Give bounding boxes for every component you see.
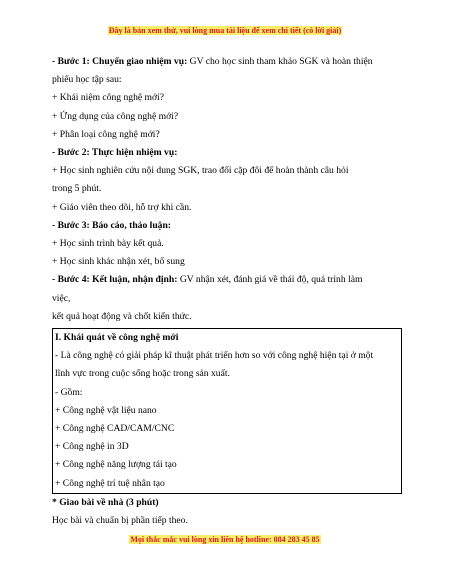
step2-item: + Học sinh nghiên cứu nội dung SGK, trao đổi cặp đôi để hoàn thành câu hỏi <box>52 165 349 177</box>
preview-banner <box>0 26 450 35</box>
step3-item: + Học sinh trình bày kết quả. <box>52 238 164 250</box>
step4-line3: kết quả hoạt động và chốt kiến thức. <box>52 310 192 322</box>
step4-text: GV nhận xét, đánh giá về thái độ, quá trình làm <box>177 274 363 286</box>
step1-item: + Ứng dụng của công nghệ mới? <box>52 110 179 122</box>
summary-item: + Công nghệ vật liệu nano <box>55 404 157 416</box>
homework-heading <box>52 494 402 512</box>
step1-label: - Bước 1: Chuyển giao nhiệm vụ: <box>52 56 188 67</box>
homework-heading-text: * Giao bài về nhà (3 phút) <box>52 496 159 508</box>
step4-line <box>52 271 402 289</box>
summary-definition2: lĩnh vực trong cuộc sống hoặc trong sản xuất. <box>55 368 230 380</box>
summary-item: + Công nghệ CAD/CAM/CNC <box>55 423 175 435</box>
preview-banner-text: Đây là bản xem thử, vui lòng mua tài liệu để xem chi tiết (có lời giải) <box>108 26 342 35</box>
step2-item: + Giáo viên theo dõi, hỗ trợ khi cần. <box>52 201 192 213</box>
summary-heading <box>55 329 401 347</box>
summary-box <box>52 328 402 494</box>
step1-item: + Khái niệm công nghệ mới? <box>52 92 164 104</box>
step4-line2: việc, <box>52 292 71 304</box>
summary-item: + Công nghệ in 3D <box>55 441 129 453</box>
step2-label <box>52 144 402 162</box>
summary-item: + Công nghệ năng lượng tái tạo <box>55 459 177 471</box>
summary-heading-text: I. Khái quát về công nghệ mới <box>55 332 179 344</box>
step3-label-text: - Bước 3: Báo cáo, thảo luận: <box>52 219 171 231</box>
step2-item: trong 5 phút. <box>52 183 102 195</box>
step1-line <box>52 53 402 71</box>
summary-item: + Công nghệ trí tuệ nhân tạo <box>55 477 165 489</box>
summary-includes: - Gồm: <box>55 386 83 398</box>
step2-label-text: - Bước 2: Thực hiện nhiệm vụ: <box>52 147 178 159</box>
hotline-banner <box>0 535 450 544</box>
hotline-banner-text: Mọi thắc mắc vui lòng xin liên hệ hotline: 084 283 45 85 <box>130 535 320 544</box>
step1-text: GV cho học sinh tham khảo SGK và hoàn thiện <box>187 56 373 67</box>
step1-item: + Phân loại công nghệ mới? <box>52 128 160 140</box>
step1-line2: phiếu học tập sau: <box>52 74 122 86</box>
document-body <box>52 53 402 530</box>
step3-label <box>52 217 402 235</box>
step4-label: - Bước 4: Kết luận, nhận định: <box>52 274 178 286</box>
summary-definition: - Là công nghệ có giải pháp kĩ thuật phát triển hơn so với công nghệ hiện tại ở một <box>55 350 374 362</box>
homework-text: Học bài và chuẩn bị phần tiếp theo. <box>52 515 188 527</box>
step3-item: + Học sinh khác nhận xét, bổ sung <box>52 256 185 268</box>
